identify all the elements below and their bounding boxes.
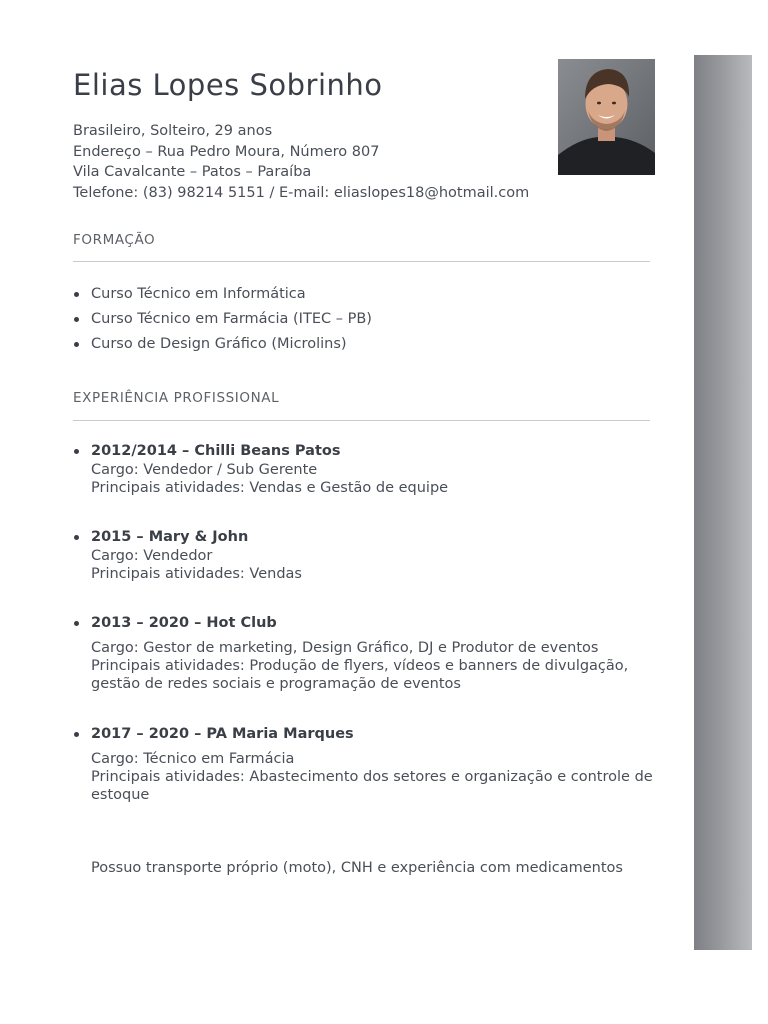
job-title: 2015 – Mary & John (73, 528, 673, 547)
info-line-contact: Telefone: (83) 98214 5151 / E-mail: eliaslopes18@hotmail.com (73, 184, 530, 201)
candidate-name: Elias Lopes Sobrinho (73, 68, 383, 102)
profile-photo-image (558, 59, 655, 175)
job-title: 2012/2014 – Chilli Beans Patos (73, 442, 673, 461)
job-entry (73, 528, 673, 583)
section-title-experiencia: EXPERIÊNCIA PROFISSIONAL (73, 390, 280, 406)
job-activities: Principais atividades: Produção de flyers, vídeos e banners de divulgação, gestão de redes sociais e programação de eventos (91, 658, 629, 693)
list-item: Curso Técnico em Farmácia (ITEC – PB) (73, 307, 372, 332)
job-entry (73, 725, 673, 805)
list-item: Curso Técnico em Informática (73, 282, 372, 307)
section-divider (73, 261, 650, 262)
job-entry (73, 614, 673, 694)
section-divider (73, 420, 650, 421)
profile-photo (558, 59, 655, 175)
info-line-address: Endereço – Rua Pedro Moura, Número 807 (73, 143, 380, 160)
job-cargo: Cargo: Vendedor (91, 548, 213, 564)
job-title: 2017 – 2020 – PA Maria Marques (73, 725, 673, 744)
info-line-personal: Brasileiro, Solteiro, 29 anos (73, 123, 273, 139)
job-title: 2013 – 2020 – Hot Club (73, 614, 673, 633)
job-cargo: Cargo: Vendedor / Sub Gerente (91, 462, 318, 478)
job-cargo: Cargo: Gestor de marketing, Design Gráfico, DJ e Produtor de eventos (91, 640, 599, 656)
formacao-list (73, 282, 372, 357)
footer-note: Possuo transporte próprio (moto), CNH e experiência com medicamentos (91, 860, 623, 876)
job-entry (73, 442, 673, 497)
personal-info (73, 121, 529, 203)
section-title-formacao: FORMAÇÃO (73, 232, 156, 248)
info-line-city: Vila Cavalcante – Patos – Paraíba (73, 164, 312, 180)
job-cargo: Cargo: Técnico em Farmácia (91, 751, 295, 767)
job-activities: Principais atividades: Abastecimento dos setores e organização e controle de estoque (91, 769, 653, 804)
list-item: Curso de Design Gráfico (Microlins) (73, 332, 372, 357)
decorative-sidebar (694, 55, 752, 950)
job-activities: Principais atividades: Vendas (91, 566, 302, 583)
job-activities: Principais atividades: Vendas e Gestão de equipe (91, 480, 449, 497)
